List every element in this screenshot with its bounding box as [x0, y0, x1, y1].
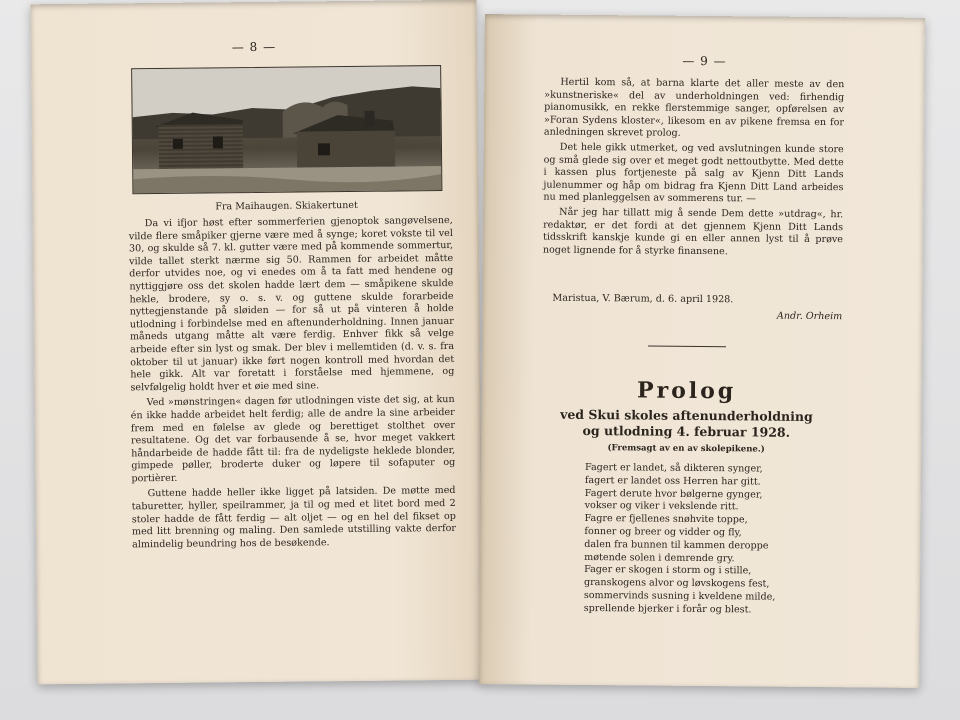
poem-line: Fagert derute hvor bølgerne gynger, [584, 487, 763, 501]
paragraph: Da vi ifjor høst efter sommerferien gjenoptok sangøvelsene, vilde flere småpiker gjerne være med å synge; koret vokste til vel 30, og skulde så 7. kl. gutter være med på kommende sommertur, vilde tallet sterkt nærme sig 50. Rammen for arbeidet måtte derfor utvides noe, og vi enedes om å ta fatt med hendene og nyttiggjøre oss det skolen hadde lært dem — småpikene skulde hekle, brodere, sy o. s. v. og guttene skulde forarbeide nyttegjenstande på sløiden — for så ut på vinteren å holde utlodning i forbindelse med en aftenunderholdning. Innen januar måneds utgang måtte alt være ferdig. Enhver fikk så velge arbeide efter sin lyst og smak. Der blev i mellemtiden (d. v. s. fra oktober til ut januar) ikke ført nogen kontroll med hvordan det hele gikk. Alt var foretatt i forståelse med hjemmene, og selvfølgelig holdt hver et øie med sine. [128, 214, 455, 394]
poem-line: Fager er skogen i storm og i stille, [584, 564, 752, 577]
poem-subtitle-line: og utlodning 4. februar 1928. [582, 422, 791, 440]
paragraph: Når jeg har tillatt mig å sende Dem dette »utdrag«, hr. redaktør, er det fordi at det gjennem Kjenn Ditt Lands tidsskrift kanskje kunde gi en eller annen lyst til å prøve noget lignende for å styrke finansene. [542, 206, 844, 257]
page-number-right: — 9 — [682, 53, 727, 69]
page-number-left: — 8 — [231, 39, 277, 55]
poem-line: fonner og breer og vidder og fly, [584, 525, 742, 539]
left-page [30, 0, 483, 684]
poem-body [584, 462, 777, 617]
paragraph: Guttene hadde heller ikke ligget på latsiden. De møtte med taburetter, hyller, speilrammer, ja til og med et litet bord med 2 stoler hadde de fått ferdig — alt oljet — og en hel del fikset op med litt brenning og maling. Den samlede utstilling vakte derfor almindelig beundring hos de besøkende. [131, 485, 457, 551]
maihaugen-photo [131, 65, 442, 194]
poem-line: sprellende bjerker i forår og blest. [583, 602, 752, 616]
left-page-body [129, 215, 456, 552]
photo-caption: Fra Maihaugen. Skiakertunet [215, 199, 358, 213]
paragraph: Hertil kom så, at barna klarte det aller meste av den »kunstneriske« del av underholdningen ved: firhendig pianomusikk, en rekke flerstemmige sanger, opførelsen av »Foran Sydens kloster«, likesom en av pikene fremsa en for anledningen skrevet prolog. [543, 76, 845, 140]
right-page [479, 14, 925, 688]
paragraph: Det hele gikk utmerket, og ved avslutningen kunde store og små glede sig over et meget godt nettoutbytte. Med dette i kassen plus fortjeneste på salg av Kjenn Ditt Lands julenummer og håp om bidrag fra Kjenn Ditt Land arbeides nu med planleggelsen av sommerens tur. — [543, 141, 844, 205]
poem-line: fagert er landet oss Herren har gitt. [584, 474, 761, 488]
paragraph: Ved »mønstringen« dagen før utlodningen viste det sig, at kun én ikke hadde arbeidet helt ferdig; alle de andre la sine arbeider frem med en følelse av glede og berettiget stolthet over resultatene. Og det var forbausende å se, hvor meget vakkert håndarbeide de hadde fått til: fra de nydeligste heklede blonder, gimpede pøller, broderte duker og løpere til sofaputer og portièrer. [130, 394, 456, 485]
section-divider [648, 346, 726, 348]
right-page-body [543, 77, 845, 260]
poem-line: Fagre er fjellenes snøhvite toppe, [584, 513, 748, 526]
poem-line: dalen fra bunnen til kammen deroppe [584, 538, 769, 552]
poem-line: møtende solen i demrende gry. [584, 551, 735, 564]
poem-line: Fagert er landet, så dikteren synger, [584, 461, 763, 475]
poem-title: Prolog [636, 377, 737, 405]
signoff-line: Maristua, V. Bærum, d. 6. april 1928. [552, 292, 734, 306]
poem-note: (Fremsagt av en av skolepikene.) [607, 443, 765, 455]
poem-line: vokser og viker i vekslende ritt. [584, 500, 739, 513]
author-signature: Andr. Orheim [776, 310, 843, 323]
poem-subtitle [481, 406, 891, 442]
poem-line: sommervinds susning i kveldene milde, [583, 589, 776, 603]
poem-subtitle-line: ved Skui skoles aftenunderholdning [560, 406, 813, 424]
poem-line: granskogens alvor og løvskogens fest, [583, 577, 770, 590]
